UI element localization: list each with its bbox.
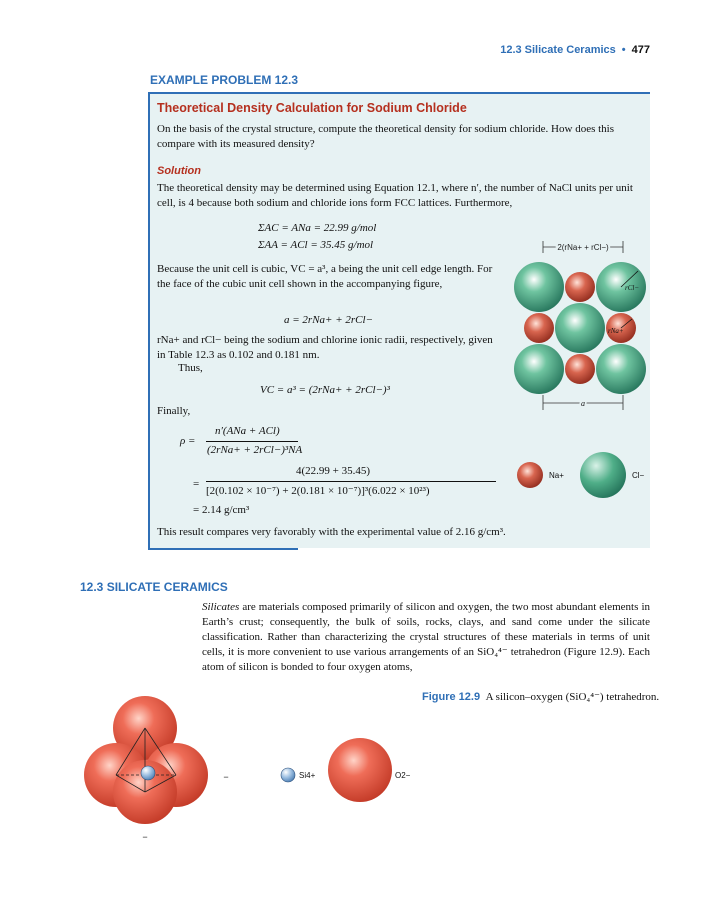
thus-text: Thus, <box>178 362 203 374</box>
charge-bottom: − <box>142 832 148 842</box>
example-title: Theoretical Density Calculation for Sodium Chloride <box>157 101 467 115</box>
si-ion <box>141 766 155 780</box>
cl-ion <box>555 303 605 353</box>
figure-12-9-caption <box>422 690 662 705</box>
cl-ion <box>514 344 564 394</box>
density-result: = 2.14 g/cm³ <box>193 504 250 516</box>
na-ion <box>524 313 554 343</box>
cl-ion <box>514 262 564 312</box>
cubic-text: Because the unit cell is cubic, VC = a³, a being the unit cell edge length. For the face of the cubic unit cell shown in the accompanying figure, <box>157 263 493 290</box>
box-rule-bottom <box>148 548 298 550</box>
header-separator: • <box>621 44 626 56</box>
equals-sign: = <box>193 478 200 490</box>
figure-label: Figure 12.9 <box>422 691 481 703</box>
na-ion <box>565 272 595 302</box>
r-na-label: rNa+ <box>608 327 624 335</box>
charge-right: − <box>223 772 229 782</box>
section-term: Silicates <box>202 601 240 613</box>
figure-caption-text: A silicon–oxygen (SiO₄⁴⁻) tetrahedron. <box>485 691 660 703</box>
o-legend-ion <box>328 738 392 802</box>
nacl-unit-cell-figure <box>505 235 655 505</box>
r-cl-label: rCl− <box>625 284 640 292</box>
si-legend-label: Si4+ <box>299 771 316 780</box>
cl-ion <box>596 344 646 394</box>
rho-numerator: n′(ANa + ACl) <box>215 425 280 437</box>
conclusion-text: This result compares very favorably with the experimental value of 2.16 g/cm³. <box>157 526 506 538</box>
edge-label: a <box>581 399 585 408</box>
silicon-oxygen-tetrahedron-figure <box>70 680 430 850</box>
na-legend-label: Na+ <box>549 471 564 480</box>
radii-text: rNa+ and rCl− being the sodium and chlorine ionic radii, respectively, given in Table 12.3 as 0.102 and 0.181 nm. <box>157 334 493 361</box>
page-number: 477 <box>631 44 650 56</box>
numeric-numerator: 4(22.99 + 35.45) <box>296 465 371 477</box>
section-text <box>202 600 650 675</box>
equation-sum-ac: ΣAC = ANa = 22.99 g/mol <box>258 222 377 234</box>
si-legend-ion <box>281 768 295 782</box>
box-rule-top <box>148 92 650 94</box>
header-section: 12.3 Silicate Ceramics <box>500 44 616 56</box>
section-body: are materials composed primarily of silicon and oxygen, the two most abundant elements in Earth’s crust; consequently, the bulk of soils, rocks, clays, and sand come under the silicate classification. Rather than characterizing the crystal structures of these materials in terms of unit cells, it is more convenient to use various arrangements of an SiO₄⁴⁻ tetrahedron (Figure 12.9). Each atom of silicon is bonded to four oxygen atoms, <box>202 601 651 673</box>
box-rule-left <box>148 92 150 549</box>
solution-intro: The theoretical density may be determined using Equation 12.1, where n′, the number of NaCl units per unit cell, is 4 because both sodium and chloride ions form FCC lattices. Furthermore, <box>157 182 633 209</box>
running-header <box>430 44 650 56</box>
fraction-bar-2 <box>206 481 496 482</box>
finally-text: Finally, <box>157 405 191 417</box>
problem-statement: On the basis of the crystal structure, compute the theoretical density for sodium chloride. How does this compare with its measured density? <box>157 123 614 150</box>
equation-vc: VC = a³ = (2rNa+ + 2rCl−)³ <box>260 384 390 396</box>
example-heading: EXAMPLE PROBLEM 12.3 <box>150 73 299 87</box>
o-legend-label: O2− <box>395 771 411 780</box>
equation-sum-aa: ΣAA = ACl = 35.45 g/mol <box>258 239 374 251</box>
equation-a: a = 2rNa+ + 2rCl− <box>284 314 373 326</box>
cl-legend-label: Cl− <box>632 471 645 480</box>
na-legend-ion <box>517 462 543 488</box>
fraction-bar-1 <box>206 441 298 442</box>
section-heading: 12.3 SILICATE CERAMICS <box>80 580 228 594</box>
numeric-denominator: [2(0.102 × 10⁻⁷) + 2(0.181 × 10⁻⁷)]³(6.022 × 10²³) <box>206 485 430 497</box>
solution-label: Solution <box>157 165 201 177</box>
rho-symbol: ρ = <box>180 435 196 447</box>
cl-legend-ion <box>580 452 626 498</box>
top-dimension-label: 2(rNa+ + rCl−) <box>557 243 609 252</box>
rho-denominator: (2rNa+ + 2rCl−)³NA <box>207 444 303 456</box>
na-ion <box>565 354 595 384</box>
